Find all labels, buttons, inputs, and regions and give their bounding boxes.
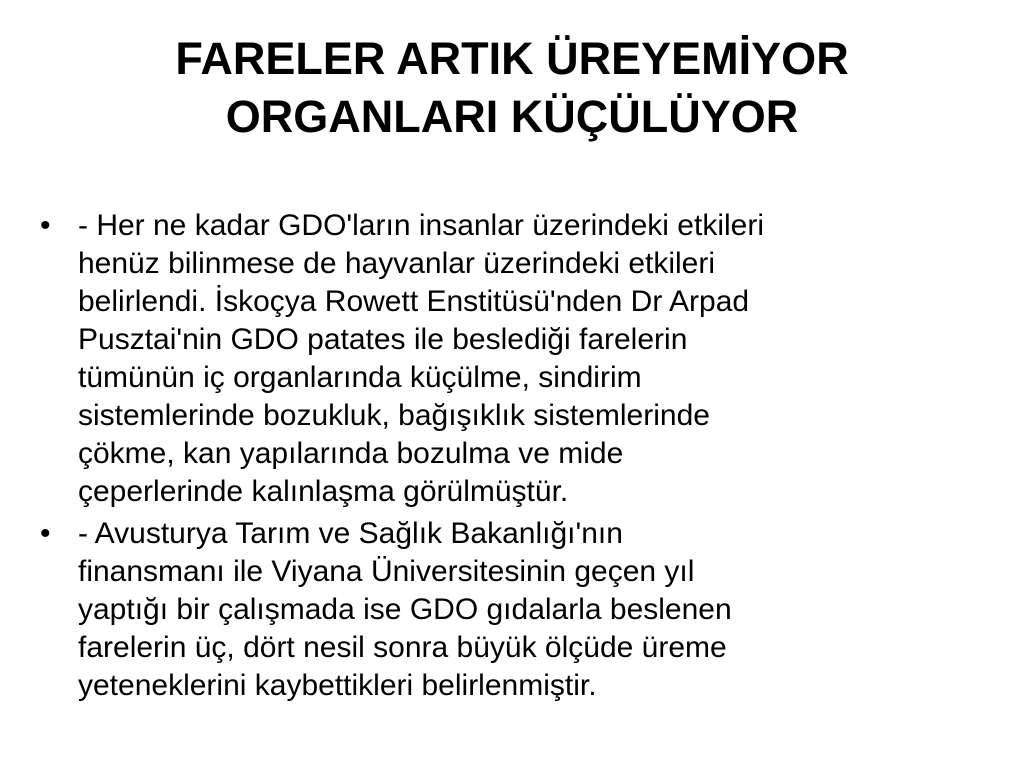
bullet-text-line: finansmanı ile Viyana Üniversitesinin geçen yıl [78, 555, 695, 588]
bullet-text-line: çeperlerinde kalınlaşma görülmüştür. [78, 475, 569, 508]
bullet-text-line: - Avusturya Tarım ve Sağlık Bakanlığı'nın [78, 517, 623, 550]
bullet-text-line: - Her ne kadar GDO'ların insanlar üzerindeki etkileri [78, 209, 765, 242]
bullet-text-line: sistemlerinde bozukluk, bağışıklık sistemlerinde [78, 399, 710, 432]
bullet-text-line: Pusztai'nin GDO patates ile beslediği farelerin [78, 323, 688, 356]
bullet-item [0, 207, 1024, 511]
bullet-list [0, 207, 1024, 709]
bullet-text-line: çökme, kan yapılarında bozulma ve mide [78, 437, 624, 470]
bullet-text-line: belirlendi. İskoçya Rowett Enstitüsü'nden Dr Arpad [78, 285, 750, 318]
bullet-marker: • [40, 517, 51, 550]
bullet-text-line: henüz bilinmese de hayvanlar üzerindeki etkileri [78, 247, 716, 280]
bullet-text-line: farelerin üç, dört nesil sonra büyük ölçüde üreme [78, 631, 727, 664]
slide-title-line: ORGANLARI KÜÇÜLÜYOR [225, 91, 799, 142]
slide-title [30, 30, 994, 146]
bullet-text-line: tümünün iç organlarında küçülme, sindirim [78, 361, 642, 394]
bullet-text-line: yaptığı bir çalışmada ise GDO gıdalarla beslenen [78, 593, 732, 626]
slide-title-line: FARELER ARTIK ÜREYEMİYOR [175, 33, 849, 84]
bullet-marker: • [40, 209, 51, 242]
bullet-item [0, 515, 1024, 705]
bullet-text-line: yeteneklerini kaybettikleri belirlenmiştir. [78, 669, 597, 702]
